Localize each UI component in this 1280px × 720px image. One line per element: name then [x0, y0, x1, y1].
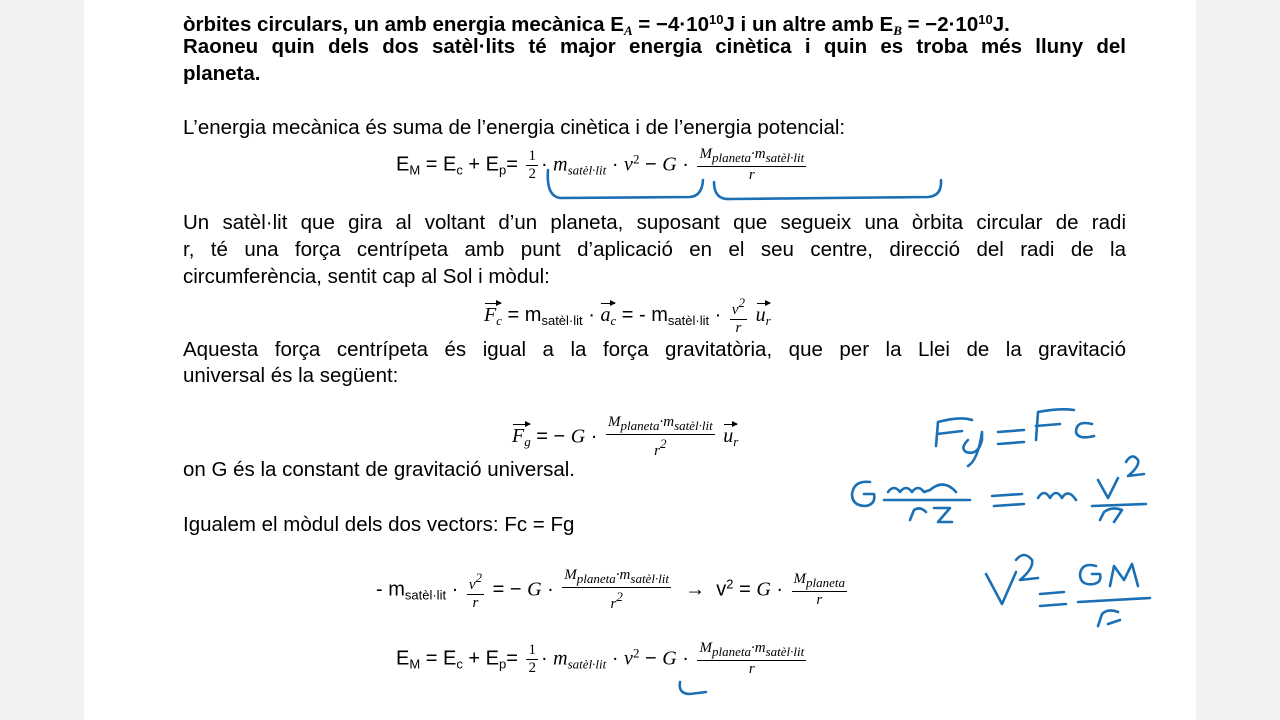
problem-sub-b: B — [893, 23, 902, 38]
eq-sub: M — [409, 162, 421, 178]
equation-mechanical-energy-2: $E_M = E_c + E_p=$ $\frac{1}{2}$ · $m_{satèl\cdot lit} \cdot v^2 - G$ · $\frac{M_{planeta}\cdot m_{satèl\cdot lit}}{r}$ — [396, 640, 805, 677]
fraction-denominator: r — [735, 320, 742, 336]
problem-line-3: planeta. — [183, 62, 261, 85]
vector-ur: $u_r$ — [723, 422, 738, 448]
ink-r-small — [1098, 610, 1120, 626]
problem-text-1b: = −4·10 — [632, 13, 709, 36]
fraction-mass-r: $\frac{M_{planeta}}{r}$ — [793, 571, 846, 608]
fraction-gravity: $\frac{M_{planeta}\cdot m_{satèl\cdot lit}}{r^2}$ — [564, 567, 670, 612]
problem-line-2: Raoneu quin dels dos satèl·lits té major energia cinètica i quin es troba més lluny del — [183, 35, 1126, 58]
ink-G — [852, 482, 874, 506]
eq-symbol: G — [662, 153, 677, 176]
ink-r — [1100, 508, 1122, 522]
eq-symbol: E — [485, 153, 499, 176]
fraction-numerator: $v^2$ — [731, 295, 746, 318]
fraction-denominator: 2 — [528, 165, 536, 182]
vector-fc: $F_c$ — [484, 301, 502, 327]
eq-sub: c — [456, 162, 463, 178]
ink-v2 — [1098, 456, 1144, 498]
fraction-denominator: $r^2$ — [654, 436, 667, 459]
fraction-v2-r: $\frac{v^2}{r}$ — [468, 569, 483, 611]
eq-symbol: v — [624, 153, 633, 176]
paragraph-satellite-3: circumferència, sentit cap al Sol i mòdul: — [183, 265, 550, 288]
eq-symbol: m — [553, 153, 568, 176]
eq-symbol: E — [396, 153, 410, 176]
paragraph-energy: L’energia mecànica és suma de l’energia cinètica i de l’energia potencial: — [183, 116, 846, 139]
equation-gravitational-force: $F_g$ = − G · $\frac{M_{planeta}\cdot m_{satèl\cdot lit}}{r^2}$ $u_r$ — [512, 414, 739, 459]
ink-GM — [1080, 564, 1138, 586]
problem-exp-b: 10 — [978, 12, 993, 27]
fraction-half: $\frac{1}{2}$ — [528, 641, 536, 676]
eq-sub: p — [498, 162, 507, 178]
fraction-denominator: r — [748, 167, 755, 183]
equation-centripetal-force: $F_c = m_{satèl\cdot lit} \cdot a_c$ = - $m_{satèl\cdot lit}$ · $\frac{v^2}{r}$ $u_r$ — [484, 295, 771, 336]
paragraph-constant: on G és la constant de gravitació universal. — [183, 458, 575, 481]
ink-equals-3 — [1040, 592, 1066, 606]
equation-equal-modulus: - $m_{satèl\cdot lit}$ · $\frac{v^2}{r}$ = − G · $\frac{M_{planeta}\cdot m_{satèl\cdot lit}}{r^2}$ → $v^2 = G$ · $\frac{M_{planeta}}{r}$ — [376, 567, 846, 612]
vector-ac: $a_c$ — [600, 301, 616, 327]
vector-ur: $u_r$ — [756, 301, 771, 327]
ink-v2-big — [986, 555, 1038, 604]
paragraph-gravity-2: universal és la següent: — [183, 364, 399, 387]
ink-mM — [888, 484, 956, 492]
paragraph-satellite-2: r, té una força centrípeta amb punt d’aplicació en el seu centre, direcció del radi de la — [183, 238, 1126, 261]
arrow-symbol: → — [685, 578, 706, 601]
paragraph-satellite-1: Un satèl·lit que gira al voltant d’un planeta, suposant que segueix una òrbita circular de radi — [183, 211, 1126, 234]
fraction-potential: $\frac{M_{planeta}\cdot m_{satèl\cdot lit}}{r}$ — [699, 640, 805, 677]
problem-sub-a: A — [623, 23, 633, 38]
ink-fracbar-3 — [1078, 598, 1150, 602]
bracket-kinetic — [548, 170, 703, 198]
problem-exp-a: 10 — [708, 12, 724, 27]
eq-sub: satèl·lit — [567, 162, 607, 178]
equation-mechanical-energy-1: $E_M = E_c + E_p=$ $\frac{1}{2}$ · $m_{satèl\cdot lit} \cdot v^2 - G$ · $\frac{M_{planeta}\cdot m_{satèl\cdot lit}}{r}$ — [396, 146, 805, 183]
ink-r2 — [910, 508, 952, 522]
paragraph-gravity-1: Aquesta força centrípeta és igual a la força gravitatòria, que per la Llei de la gravitació — [183, 338, 1126, 361]
fraction-numerator: $M_{planeta}\cdot m_{satèl\cdot lit}$ — [699, 146, 805, 165]
ink-equals-2 — [992, 494, 1024, 506]
bracket-small — [680, 682, 706, 694]
ink-m — [1038, 493, 1076, 500]
problem-text-1d: = −2·10 — [901, 13, 979, 36]
ink-equals-1 — [998, 430, 1024, 444]
fraction-numerator: $M_{planeta}\cdot m_{satèl\cdot lit}$ — [607, 414, 713, 433]
problem-text-1c: J i un altre amb E — [723, 13, 894, 36]
problem-text-1a: òrbites circulars, un amb energia mecànica E — [183, 13, 624, 36]
paragraph-equate: Igualem el mòdul dels dos vectors: Fc = Fg — [183, 513, 575, 536]
vector-fg: $F_g$ — [512, 422, 531, 448]
ink-Fc — [1036, 409, 1094, 440]
fraction-numerator: 1 — [528, 147, 536, 164]
ink-fracbar-2 — [1092, 504, 1146, 506]
bracket-potential — [714, 180, 941, 199]
ink-Fg — [936, 418, 982, 466]
problem-text-1e: J. — [992, 13, 1010, 36]
eq-symbol: E — [442, 153, 457, 176]
